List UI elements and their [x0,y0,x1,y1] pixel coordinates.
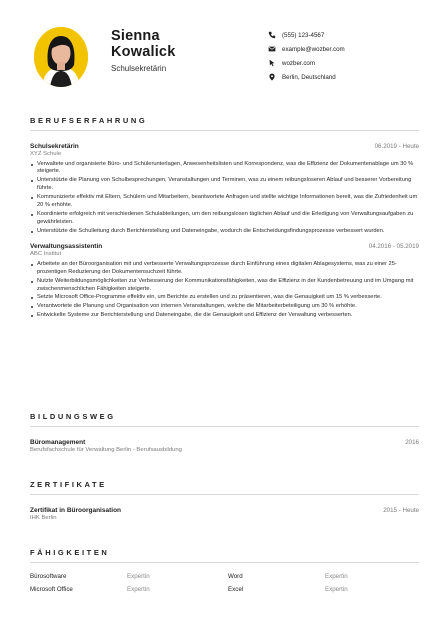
certificates-section [30,480,419,523]
bullet-item: Unterstützte die Planung von Schulbesprechungen, Veranstaltungen und Terminen, was zu einem reibungsloseren Ablauf und besserer Vorbereitung führte. [30,177,419,193]
certificate-entry [30,507,419,523]
section-title-skills: FÄHIGKEITEN [30,548,419,563]
contact-location [268,70,345,84]
school-name: Berufsfachschule für Verwaltung Berlin - Berufsausbildung [30,447,182,453]
website-text[interactable]: wozber.com [282,59,316,67]
job-entry [30,143,419,235]
first-name: Sienna [111,28,160,44]
certificate-date: 2015 - Heute [383,507,419,514]
contact-phone [268,28,345,42]
skill-name: Microsoft Office [30,586,73,593]
last-name: Kowalick [111,44,176,60]
job-company: ABC Institut [30,251,62,258]
certificate-name: Zertifikat in Büroorganisation [30,507,122,514]
candidate-name [111,28,175,60]
bullet-item: Koordinierte erfolgreich mit verschiedenen Schulabteilungen, um den reibungslosen täglichen Ablauf und die Erledigung von Verwaltungsaufgaben zu gewährleisten. [30,211,419,227]
email-text[interactable]: example@wozber.com [282,45,345,53]
section-title-certificates: ZERTIFIKATE [30,480,419,495]
skill-name: Excel [228,586,244,593]
location-pin-icon [268,73,276,81]
education-date: 2016 [405,439,419,446]
skill-level: Expertin [127,573,150,580]
job-title: Schulsekretärin [30,143,79,150]
mail-icon [268,45,276,53]
skill-level: Expertin [127,586,150,593]
skill-row [30,573,419,586]
bullet-item: Arbeitete an der Büroorganisation mit und verbesserte Verwaltungsprozesse durch Einführung eines digitalen Ablagesystems, was zu einer 25-prozentigen Reduzierung der Dokumentensuchzeit führte. [30,261,419,277]
section-title-education: BILDUNGSWEG [30,412,419,427]
bullet-item: Unterstützte die Schulleitung durch Berichterstellung und Dateneingabe, wodurch die Entscheidungsfindungsprozesse verbessert wurden. [30,228,419,236]
certificate-issuer: IHK Berlin [30,515,57,521]
cursor-icon [268,59,276,67]
bullet-item: Verantwortete die Planung und Organisation von internen Veranstaltungen, welche die Mitarbeiterbeteiligung um 30 % erhöhte. [30,303,419,311]
job-title: Verwaltungsassistentin [30,243,103,251]
skills-section [30,548,419,603]
bullet-item: Entwickelte Systeme zur Berichterstellung und Dateneingabe, die die Genauigkeit und Effizienz der Verwaltung verbesserten. [30,312,419,320]
profile-photo [34,27,88,87]
person-portrait-icon [34,27,88,87]
bullet-item: Kommunizierte effektiv mit Eltern, Schülern und Mitarbeitern, beantwortete Anfragen und stellte wichtige Informationen bereit, was die Zufriedenheit um 20 % erhöhte. [30,194,419,210]
job-date: 04.2016 - 05.2019 [368,243,419,251]
location-text: Berlin, Deutschland [282,73,336,81]
job-date: 06.2019 - Heute [374,143,419,150]
skill-name: Bürosoftware [30,573,67,580]
bullet-item: Verwaltete und organisierte Büro- und Schülerunterlagen, Anwesenheitslisten und Korrespondenz, was die Effizienz der Dokumentenablage um 30 % steigerte. [30,161,419,177]
phone-text: (555) 123-4567 [282,31,325,39]
bullet-item: Nutzte Weiterbildungsmöglichkeiten zur Verbesserung der Kommunikationsfähigkeiten, was die Effizienz in der Kundenbetreuung und im Umgang mit zwischenmenschlichen Fähigkeiten steigerte. [30,278,419,294]
skill-row [30,586,419,599]
skill-name: Word [228,573,243,580]
skills-grid [30,573,419,603]
job-entry [30,243,419,320]
section-title-experience: BERUFSERFAHRUNG [30,116,419,131]
degree-title: Büromanagement [30,439,86,446]
phone-icon [268,31,276,39]
skill-level: Expertin [325,586,348,593]
job-role: Schulsekretärin [111,64,167,73]
job-bullets [30,261,419,320]
contact-email [268,42,345,56]
job-bullets [30,161,419,236]
skill-level: Expertin [325,573,348,580]
education-entry [30,439,419,455]
bullet-item: Setzte Microsoft Office-Programme effektiv ein, um Berichte zu erstellen und zu präsentieren, was die Genauigkeit um 15 % verbesserte. [30,294,419,302]
experience-section [30,116,419,321]
job-company: XYZ Schule [30,151,62,157]
contact-website [268,56,345,70]
education-section [30,412,419,455]
contact-info [268,28,345,84]
